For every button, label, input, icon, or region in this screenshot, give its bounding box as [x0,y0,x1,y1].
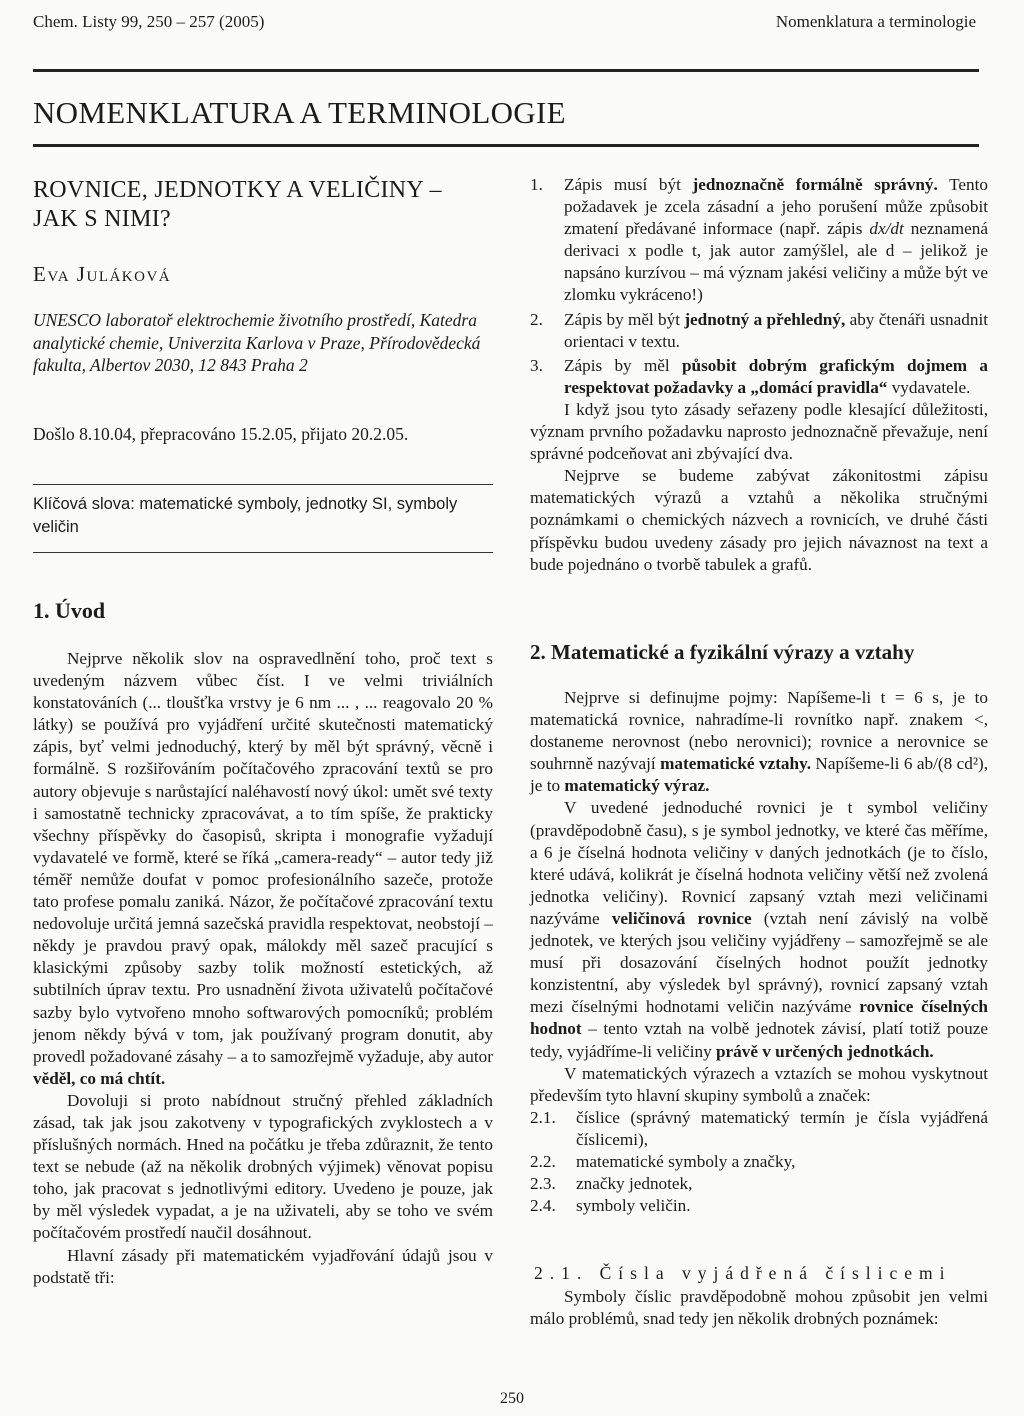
received-dates: Došlo 8.10.04, přepracováno 15.2.05, přijato 20.2.05. [33,424,409,444]
journal-citation: Chem. Listy 99, 250 – 257 (2005) [33,12,265,31]
affiliation: UNESCO laboratoř elektrochemie životního prostředí, Katedra analytické chemie, Univerzita Karlova v Praze, Přírodovědecká fakulta, Albertov 2030, 12 843 Praha 2 [33,310,481,375]
list-item: 2.4. symboly veličin. [530,1196,691,1216]
section-2-body [530,687,988,1217]
subsection-2-1-heading: 2.1. Čísla vyjádřená číslicemi [534,1263,952,1283]
intro-paragraph-3: Hlavní zásady při matematickém vyjadřování údajů jsou v podstatě tři: [33,1245,493,1287]
list-item: 1. Zápis musí být jednoznačně formálně správný. Tento požadavek je zcela zásadní a jeho porušení může způsobit zmatení předávané informace (např. zápis dx/dt neznamená derivaci x podle t, jak autor zamýšlel, ale d – jelikož je napsáno kurzívou – má význam jakési veličiny a může být ve zlomku vykráceno!) [530,175,988,305]
header-rule [33,69,979,72]
section-title: NOMENKLATURA A TERMINOLOGIE [33,95,566,130]
list-item: 2.2. matematické symboly a značky, [530,1151,796,1171]
keywords: Klíčová slova: matematické symboly, jednotky SI, symboly veličin [33,495,458,536]
list-item: 2.1. číslice (správný matematický termín je čísla vyjádřená číslicemi), [530,1107,988,1149]
section-2-heading: 2. Matematické a fyzikální výrazy a vztahy [530,640,915,664]
list-item: 2. Zápis by měl být jednotný a přehledný, aby čtenáři usnadnit orientaci v textu. [530,309,988,351]
outline-paragraph: Nejprve se budeme zabývat zákonitostmi zápisu matematických výrazů a vztahů a několika stručnými poznámkami o chemických názvech a rovnicích, ve druhé části příspěvku budou uvedeny zásady pro jejich návaznost na text a bude pojednáno o tvorbě tabulek a grafů. [530,466,988,574]
running-head: Nomenklatura a terminologie [775,12,976,31]
intro-paragraph-1: Nejprve několik slov na ospravedlnění toho, proč text s uvedeným názvem vůbec číst. I ve velmi triviálních konstatováních (... tloušťka vrstvy je 6 nm ... , ... reagovalo 20 % látky) se používá pro vyjádření určité skutečnosti matematický zápis, byť velmi jednoduchý, který by měl být správný, věcně i formálně. S rozšiřováním počítačového zpracování textů se pro autory objevuje s narůstající naléhavostí nový úkol: umět své texty i samostatně technicky zpracovávat, a to tím spíše, že prakticky všechny příspěvky do časopisů, skripta i monografie vyžadují vydavatelé ve formě, které se říká „camera-ready“ – autor tedy již téměř nemůže doufat v pomoc profesionálního sazeče, protože tato profese pomalu zaniká. Názor, že počítačové zpracování textu nedovoluje určitá jemná sazečská pravidla respektovat, neobstojí – někdy je pravdou pravý opak, málokdy měl sazeč pracující s klasickými způsoby sazby tolik možností estetických, až subtilních úprav textu. Pro usnadnění života uživatelů počítačové sazby bylo vytvořeno mnoho softwarových pomocníků; problém jenom někdy bývá v tom, jak používaný program donutit, aby provedl požadované zásahy – a to samozřejmě vyžaduje, aby autor věděl, co má chtít. [33,649,493,1088]
definitions-paragraph: Nejprve si definujme pojmy: Napíšeme-li t = 6 s, je to matematická rovnice, nahradíme-li rovnítko např. znakem <, dostaneme nerovnost (nebo nerovnici); rovnice a nerovnice se souhrnně nazývají matematické vztahy. Napíšeme-li 6 ab/(8 cd²), je to matematický výraz. [530,688,988,796]
principles-list [530,174,988,576]
subsection-2-1-body [530,1286,988,1330]
intro-heading: 1. Úvod [33,598,106,623]
intro-body [33,648,493,1289]
equation-types-paragraph: V uvedené jednoduché rovnici je t symbol veličiny (pravděpodobně času), s je symbol jednotky, ve které čas měříme, a 6 je číselná hodnota veličiny v daných jednotkách (je to číslo, které udává, kolikrát je číselná hodnota veličiny větší než zvolená jednotka veličiny). Rovnicí zapsaný vztah mezi veličinami nazýváme veličinová rovnice (vztah není závislý na volbě jednotek, ve kterých jsou veličiny vyjádřeny – samozřejmě se ale musí při dosazování číselných hodnot použít jednotky konzistentní, aby výsledek byl správný), rovnicí zapsaný vztah mezi číselnými hodnotami veličin nazýváme rovnice číselných hodnot – tento vztah na volbě jednotek závisí, platí totiž pouze tedy, vyjádříme-li veličiny právě v určených jednotkách. [530,798,988,1061]
list-item: 2.3. značky jednotek, [530,1174,693,1194]
article-title: ROVNICE, JEDNOTKY A VELIČINY – JAK S NIMI? [33,177,442,232]
symbol-groups-intro: V matematických výrazech a vztazích se mohou vyskytnout především tyto hlavní skupiny symbolů a značek: [530,1063,988,1105]
page-number: 250 [500,1390,524,1407]
author: Eva Juláková [33,262,172,286]
numerals-paragraph: Symboly číslic pravděpodobně mohou způsobit jen velmi málo problémů, snad tedy jen několik drobných poznámek: [530,1287,988,1329]
list-item: 3. Zápis by měl působit dobrým grafickým dojmem a respektovat požadavky a „domácí pravidla“ vydavatele. [530,355,988,397]
intro-paragraph-2: Dovoluji si proto nabídnout stručný přehled základních zásad, tak jak jsou zakotveny v typografických zvyklostech a v příslušných normách. Hned na počátku je třeba zdůraznit, že tento text se nebude (až na několik drobných výjimek) věnovat popisu toho, jak pracovat s jednotlivými editory. Uvedeno je pouze, jak by měl výsledek vypadat, a je na uživateli, aby se toho ve svém počítačovém prostředí naučil dosáhnout. [33,1090,493,1243]
section-rule [33,144,979,147]
importance-paragraph: I když jsou tyto zásady seřazeny podle klesající důležitosti, význam prvního požadavku naprosto jednoznačně převažuje, není správné podceňovat ani zbývající dva. [530,399,988,464]
keywords-rule-bottom [33,552,493,553]
keywords-rule-top [33,484,493,485]
